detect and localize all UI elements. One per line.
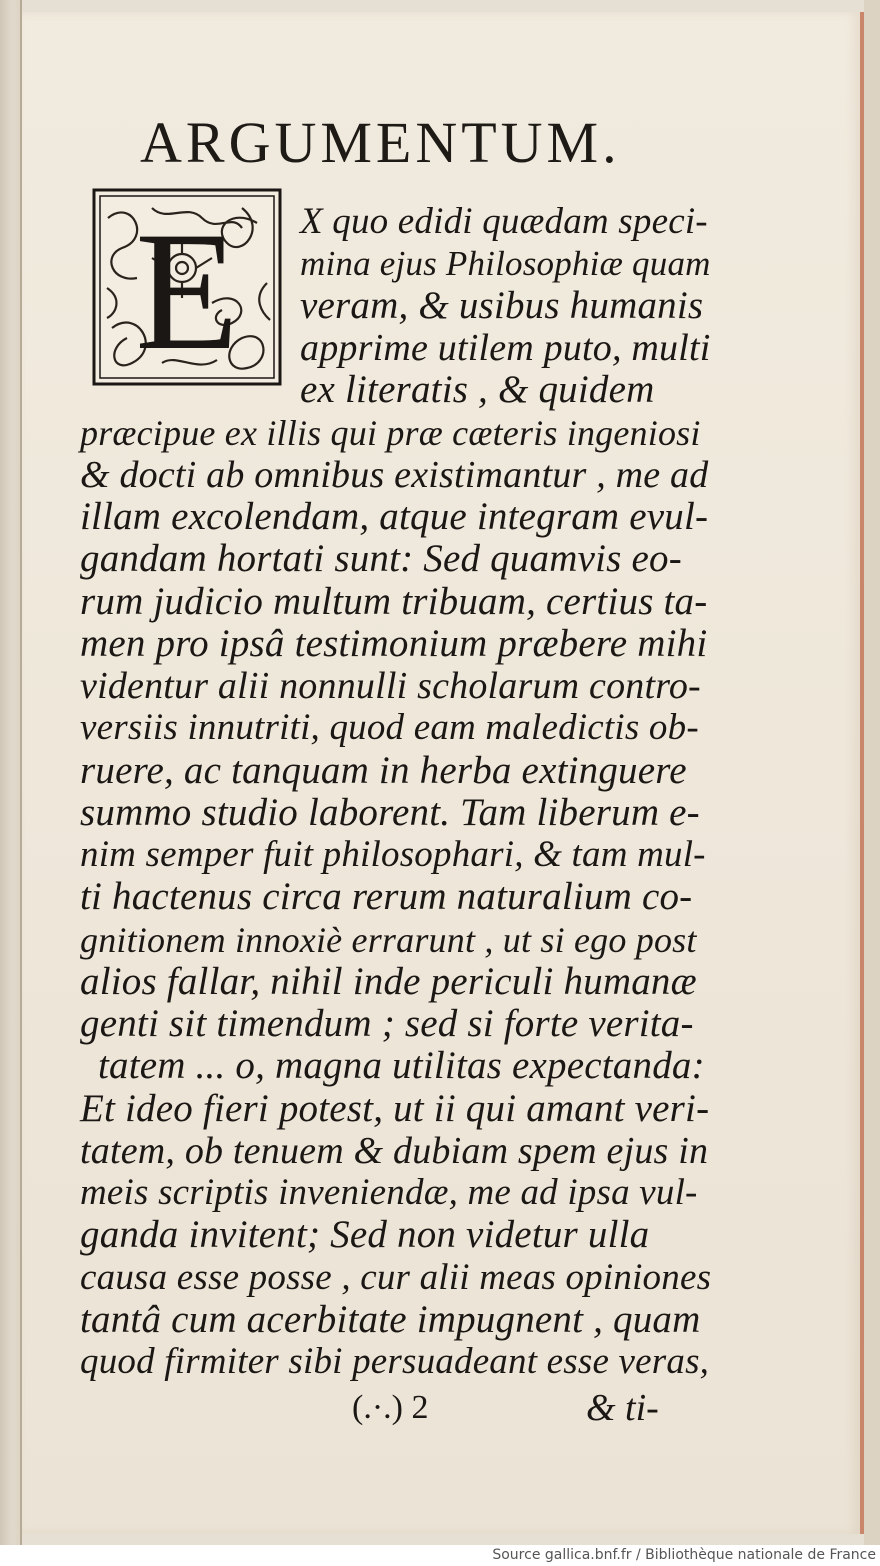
- source-footer: Source gallica.bnf.fr / Bibliothèque nationale de France: [492, 1547, 876, 1563]
- signature-mark: (.·.) 2: [352, 1389, 429, 1426]
- text-line: causa esse posse , cur alii meas opiniones: [80, 1257, 712, 1298]
- text-line: genti sit timendum ; sed si forte verita-: [80, 1002, 694, 1045]
- text-line: illam excolendam, atque integram evul-: [80, 495, 709, 538]
- text-line: videntur alii nonnulli scholarum contro-: [80, 665, 701, 707]
- text-line: apprime utilem puto, multi: [300, 327, 711, 369]
- text-line: quod firmiter sibi persuadeant esse veras,: [80, 1341, 710, 1382]
- text-line: gnitionem innoxiè errarunt , ut si ego post: [80, 920, 697, 960]
- dropcap-letter: E: [135, 197, 239, 385]
- text-line: gandam hortati sunt: Sed quamvis eo-: [80, 537, 682, 580]
- text-line: men pro ipsâ testimonium præbere mihi: [80, 622, 708, 665]
- text-line: tatem ... o, magna utilitas expectanda:: [98, 1044, 705, 1087]
- catchword: & ti-: [586, 1387, 659, 1429]
- page-title: ARGUMENTUM.: [140, 110, 621, 175]
- text-line: ex literatis , & quidem: [300, 368, 655, 411]
- text-line: tantâ cum acerbitate impugnent , quam: [80, 1298, 701, 1341]
- text-line: versiis innutriti, quod eam maledictis ob-: [80, 707, 699, 748]
- text-line: X quo edidi quædam speci-: [300, 201, 708, 242]
- text-line: ti hactenus circa rerum naturalium co-: [80, 875, 693, 918]
- text-line: præcipue ex illis qui præ cæteris ingeniosi: [80, 413, 701, 453]
- text-line: summo studio laborent. Tam liberum e-: [80, 791, 700, 834]
- text-line: mina ejus Philosophiæ quam: [300, 244, 711, 283]
- text-line: veram, & usibus humanis: [300, 284, 704, 327]
- text-line: ruere, ac tanquam in herba extinguere: [80, 749, 687, 792]
- text-line: Et ideo fieri potest, ut ii qui amant veri-: [80, 1087, 710, 1130]
- text-line: ganda invitent; Sed non videtur ulla: [80, 1213, 650, 1256]
- text-line: nim semper fuit philosophari, & tam mul-: [80, 834, 706, 875]
- text-line: alios fallar, nihil inde periculi humanæ: [80, 960, 697, 1003]
- text-line: & docti ab omnibus existimantur , me ad: [80, 454, 709, 496]
- text-line: rum judicio multum tribuam, certius ta-: [80, 580, 708, 623]
- text-line: tatem, ob tenuem & dubiam spem ejus in: [80, 1130, 709, 1172]
- text-line: meis scriptis inveniendæ, me ad ipsa vul-: [80, 1172, 698, 1213]
